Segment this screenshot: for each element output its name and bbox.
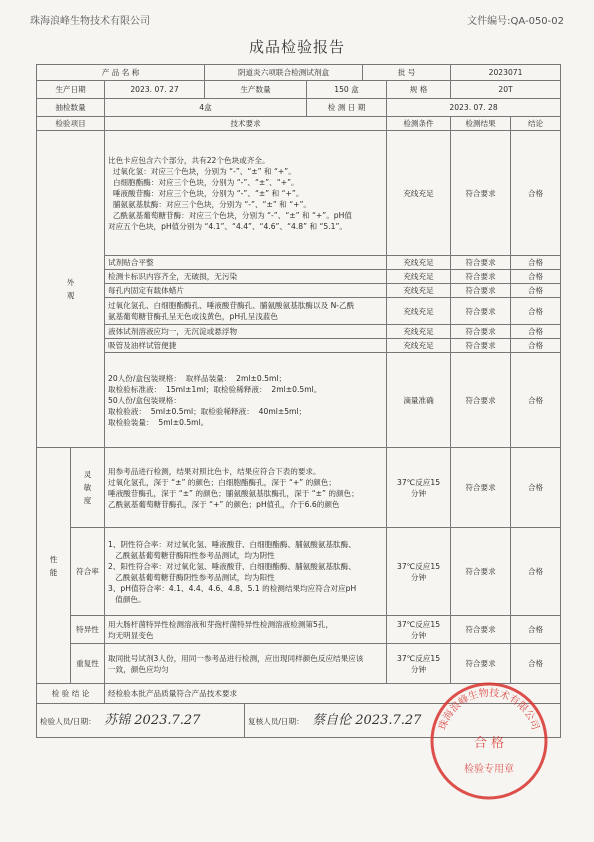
conclusion-cell: 合格 — [511, 325, 561, 339]
col-result: 检测结果 — [451, 117, 511, 131]
result-cell: 符合要求 — [451, 528, 511, 616]
requirement-text: 检测卡标识内容齐全，无破损，无污染 — [105, 270, 387, 284]
requirement-text: 每孔内固定有载体蜡片 — [105, 284, 387, 298]
requirement-text: 吸管及油样试管便捷 — [105, 339, 387, 353]
conclusion-text: 经检验本批产品质量符合产品技术要求 — [105, 684, 561, 704]
seal-text: 珠海浪峰生物技术有限公司 — [437, 687, 541, 732]
condition-cell: 充线充足 — [387, 270, 451, 284]
value-sample-qty: 4盒 — [105, 99, 307, 117]
group-appearance: 外 观 — [37, 131, 105, 448]
reviewer-label: 复核人员/日期： — [248, 716, 304, 726]
label-inspection-date: 检 测 日 期 — [307, 99, 387, 117]
result-cell: 符合要求 — [451, 448, 511, 528]
condition-cell: 滴量准确 — [387, 353, 451, 448]
requirement-text: 试剂贴合平整 — [105, 256, 387, 270]
condition-cell: 充线充足 — [387, 325, 451, 339]
inspection-seal — [428, 680, 550, 802]
inspector-signature: 苏锦 2023.7.27 — [104, 712, 201, 728]
value-spec: 20T — [451, 81, 561, 99]
conclusion-label: 检 验 结 论 — [37, 684, 105, 704]
requirement-text: 比色卡应包含六个部分，共有22个色块或齐全。 过氧化氢：对应三个色块，分别为 “-”、“±” 和 “+”。 白细胞酯酶：对应三个色块，分别为 “-”、“±”、“+”。 唾液酸苷酶：对应三个色块，分别为 “-”、“±” 和 “+”。 脯氨氨基肽酶：对应三个色块，分别为 “-”、“±” 和 “+”。 乙酰氨基葡萄糖苷酶：对应三个色块，分别为 “-”、“±” 和 “+”。pH值 对应五个色块，pH值分别为 “4.1”、“4.4”、“4.6”、“4.8” 和 “5.1”。 — [105, 131, 387, 256]
col-conclusion: 结论 — [511, 117, 561, 131]
conclusion-cell: 合格 — [511, 528, 561, 616]
value-production-date: 2023. 07. 27 — [105, 81, 205, 99]
conclusion-cell: 合格 — [511, 298, 561, 325]
condition-cell: 37℃反应15 分钟 — [387, 644, 451, 684]
requirement-text: 20人份/盒包装规格： 取样品装量： 2ml±0.5ml； 取检验标准液： 15ml±1ml；取检验稀释液： 2ml±0.5ml。 50人份/盒包装规格： 取检验液： 5ml±0.5ml；取检验稀释液： 40ml±5ml； 取检验装量： 5ml±0.5ml。 — [105, 353, 387, 448]
condition-cell: 37℃反应15 分钟 — [387, 616, 451, 644]
result-cell: 符合要求 — [451, 339, 511, 353]
sub-sensitivity: 灵 敏 度 — [71, 448, 105, 528]
requirement-text: 过氧化氢孔、白细胞酯酶孔、唾液酸苷酶孔、脯氨酸氨基肽酶以及 N-乙酰 氨基葡萄糖苷酶孔呈无色或浅黄色，pH孔呈浅蓝色 — [105, 298, 387, 325]
seal-bottom: 检验专用章 — [464, 764, 514, 775]
col-item: 检验项目 — [37, 117, 105, 131]
requirement-text: 用大肠杆菌特异性检测溶液和芽孢杆菌特异性检测溶液检测第5孔， 均无明显变色 — [105, 616, 387, 644]
sub-specificity: 特异性 — [71, 616, 105, 644]
condition-cell: 37℃反应15 分钟 — [387, 528, 451, 616]
result-cell: 符合要求 — [451, 298, 511, 325]
value-production-qty: 150 盒 — [307, 81, 387, 99]
result-cell: 符合要求 — [451, 284, 511, 298]
doc-number: 文件编号:QA-050-02 — [467, 16, 564, 27]
result-cell: 符合要求 — [451, 256, 511, 270]
result-cell: 符合要求 — [451, 131, 511, 256]
conclusion-cell: 合格 — [511, 353, 561, 448]
result-cell: 符合要求 — [451, 353, 511, 448]
col-condition: 检测条件 — [387, 117, 451, 131]
conclusion-cell: 合格 — [511, 616, 561, 644]
condition-cell: 充线充足 — [387, 339, 451, 353]
condition-cell: 37℃反应15 分钟 — [387, 448, 451, 528]
group-performance: 性 能 — [37, 448, 71, 684]
conclusion-cell: 合格 — [511, 270, 561, 284]
result-cell: 符合要求 — [451, 644, 511, 684]
requirement-text: 1、阴性符合率：对过氧化氢、唾液酸苷、白细胞酯酶、脯氨酸氨基肽酶、 乙酰氨基葡萄糖苷酶阳性参考品测试，均为阴性 2、阳性符合率：对过氧化氢、唾液酸苷、白细胞酯酶、脯氨酸氨基肽酶、 乙酰氨基葡萄糖苷酶阴性参考品测试，均为阳性 3、pH值符合率：4.1、4.4、4.6、4.8、5.1 的检测结果均应符合对应pH 值颜色。 — [105, 528, 387, 616]
result-cell: 符合要求 — [451, 616, 511, 644]
conclusion-cell: 合格 — [511, 448, 561, 528]
conclusion-cell: 合格 — [511, 131, 561, 256]
inspection-table — [36, 64, 561, 738]
requirement-text: 液体试剂溶液应均一，无沉淀或悬浮物 — [105, 325, 387, 339]
condition-cell: 充线充足 — [387, 131, 451, 256]
condition-cell: 充线充足 — [387, 284, 451, 298]
report-title: 成品检验报告 — [248, 38, 345, 56]
value-batch: 2023071 — [451, 65, 561, 81]
sub-coincidence: 符合率 — [71, 528, 105, 616]
requirement-text: 用参考品进行检测，结果对照比色卡，结果应符合下表的要求。 过氧化氢孔，深于 “±” 的颜色；白细胞酯酶孔，深于 “+” 的颜色； 唾液酸苷酶孔，深于 “±” 的颜色；脯氨酸氨基肽酶孔，深于 “±” 的颜色； 乙酰氨基葡萄糖苷酶孔，深于 “+” 的颜色；pH值孔，介于6.6的颜色 — [105, 448, 387, 528]
conclusion-cell: 合格 — [511, 256, 561, 270]
sub-repeatability: 重复性 — [71, 644, 105, 684]
label-production-date: 生产日期 — [37, 81, 105, 99]
requirement-text: 取同批号试剂3人份，用同一参考品进行检测，应出现同样颜色反应结果应该 一致，颜色应均匀 — [105, 644, 387, 684]
value-inspection-date: 2023. 07. 28 — [387, 99, 561, 117]
col-requirement: 技术要求 — [105, 117, 387, 131]
label-sample-qty: 抽检数量 — [37, 99, 105, 117]
condition-cell: 充线充足 — [387, 298, 451, 325]
condition-cell: 充线充足 — [387, 256, 451, 270]
result-cell: 符合要求 — [451, 270, 511, 284]
inspector-cell — [37, 704, 245, 738]
label-spec: 规 格 — [387, 81, 451, 99]
seal-center: 合 格 — [473, 736, 505, 751]
value-product: 阴道炎六项联合检测试剂盒 — [205, 65, 363, 81]
conclusion-cell: 合格 — [511, 644, 561, 684]
label-production-qty: 生产数量 — [205, 81, 307, 99]
company-name: 珠海浪峰生物技术有限公司 — [30, 16, 150, 27]
label-product: 产 品 名 称 — [37, 65, 205, 81]
label-batch: 批 号 — [363, 65, 451, 81]
conclusion-cell: 合格 — [511, 284, 561, 298]
conclusion-cell: 合格 — [511, 339, 561, 353]
result-cell: 符合要求 — [451, 325, 511, 339]
reviewer-signature: 蔡自伦 2023.7.27 — [312, 712, 422, 728]
inspector-label: 检验人员/日期： — [40, 716, 96, 726]
